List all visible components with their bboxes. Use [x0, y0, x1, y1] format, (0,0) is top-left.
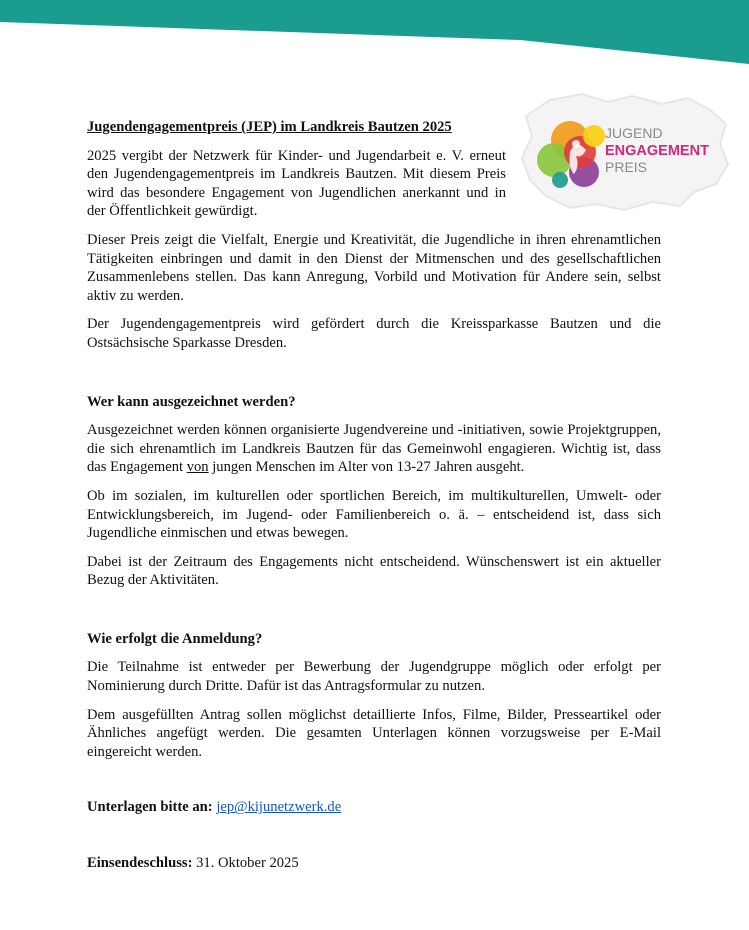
- logo-line2: ENGAGEMENT: [605, 143, 709, 159]
- contact-label: Unterlagen bitte an:: [87, 799, 213, 816]
- registration-paragraph-2: Dem ausgefüllten Antrag sollen möglichst detaillierte Infos, Filme, Bilder, Presseartikel oder Ähnliches angefügt werden. Die gesamten Unterlagen können vorzugsweise per E-Mail eingereicht werden.: [87, 706, 661, 760]
- deadline-value: 31. Oktober 2025: [196, 855, 299, 872]
- intro-paragraph-3: Der Jugendengagementpreis wird gefördert durch die Kreissparkasse Bautzen und die Ostsächsische Sparkasse Dresden.: [87, 316, 661, 351]
- logo-line1: JUGEND: [605, 125, 663, 141]
- deadline-line: [87, 854, 661, 873]
- contact-line: [87, 798, 661, 817]
- registration-paragraph-1: Die Teilnahme ist entweder per Bewerbung der Jugendgruppe möglich oder erfolgt per Nominierung durch Dritte. Dafür ist das Antragsformular zu nutzen.: [87, 659, 661, 695]
- eligibility-paragraph-2: Ob im sozialen, im kulturellen oder sportlichen Bereich, im multikulturellen, Umwelt- oder Entwicklungsbereich, im Jugend- oder Familienbereich o. ä. – entscheidend ist, dass sich Jugendliche einmischen und etwas bewegen.: [87, 487, 661, 542]
- logo-line3: PREIS: [605, 159, 648, 175]
- document-title: Jugendengagementpreis (JEP) im Landkreis Bautzen 2025: [87, 119, 452, 135]
- document-body: [87, 118, 661, 883]
- eligibility-paragraph-3: Dabei ist der Zeitraum des Engagements nicht entscheidend. Wünschenswert ist ein aktueller Bezug der Aktivitäten.: [87, 553, 661, 589]
- eligibility-paragraph-1: Ausgezeichnet werden können organisierte Jugendvereine und -initiativen, sowie Projektgruppen, die sich ehrenamtlich im Landkreis Bautzen für das Gemeinwohl engagieren. Wichtig ist, dass das Engagement von jungen Menschen im Alter von 13-27 Jahren ausgeht.: [87, 422, 661, 476]
- section-heading-eligibility: Wer kann ausgezeichnet werden?: [87, 393, 296, 410]
- header-band: [0, 0, 749, 70]
- deadline-label: Einsendeschluss:: [87, 855, 193, 872]
- intro-paragraph-1: 2025 vergibt der Netzwerk für Kinder- und Jugendarbeit e. V. erneut den Jugendengagementpreis im Landkreis Bautzen. Mit diesem Preis wird das besondere Engagement von Jugendlichen anerkannt und in der Öffentlichkeit gewürdigt.: [87, 147, 506, 220]
- section-heading-registration: Wie erfolgt die Anmeldung?: [87, 630, 263, 647]
- emphasis-von: von: [186, 459, 209, 476]
- intro-paragraph-2: Dieser Preis zeigt die Vielfalt, Energie und Kreativität, die Jugendliche in ihren ehrenamtlichen Tätigkeiten einbringen und damit in den Dienst der Mitmenschen und des gesellschaftlichen Zusammenlebens stellen. Das kann Anregung, Vorbild und Motivation für Andere sein, selbst aktiv zu werden.: [87, 231, 661, 304]
- contact-email-link[interactable]: jep@kijunetzwerk.de: [216, 799, 342, 816]
